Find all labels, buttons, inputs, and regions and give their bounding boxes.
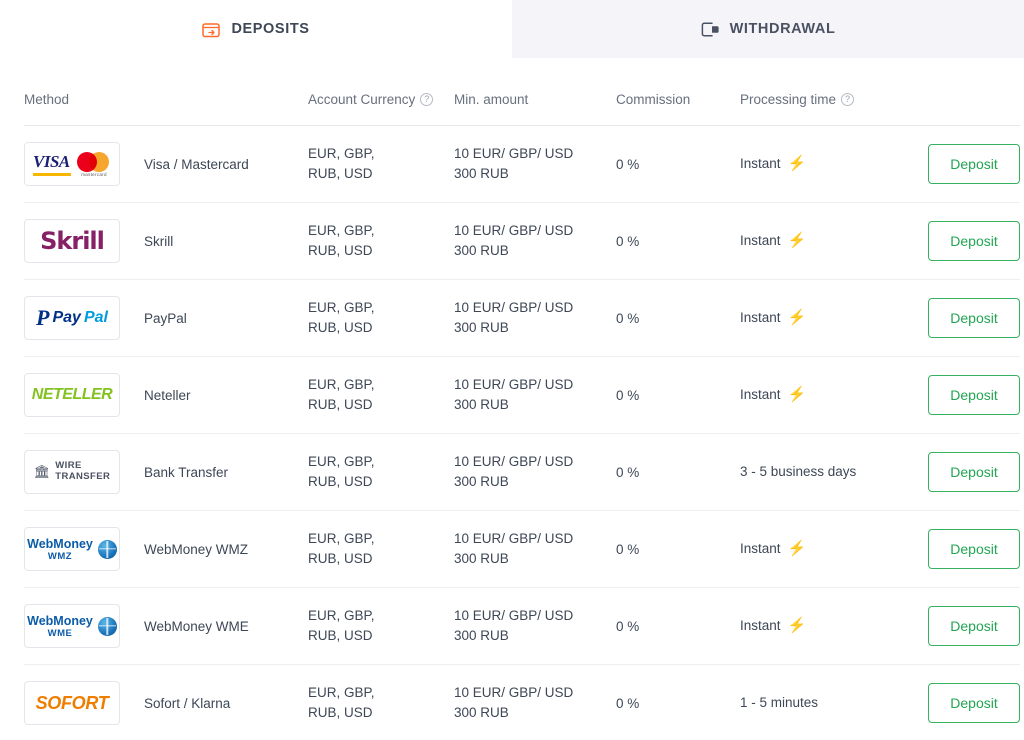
method-currency [308, 280, 454, 357]
deposit-button[interactable]: Deposit [928, 298, 1020, 338]
method-commission: 0 % [616, 126, 740, 203]
tab-deposits[interactable] [0, 0, 512, 58]
methods-table-head [24, 58, 1020, 126]
currency-line-2: RUB, USD [308, 628, 373, 643]
mastercard-icon [77, 151, 111, 173]
min-amount-line-2: 300 RUB [454, 243, 509, 258]
method-action-cell [908, 588, 1020, 665]
sofort-logo-text: SOFORT [35, 692, 109, 713]
method-currency [308, 511, 454, 588]
method-min-amount [454, 434, 616, 511]
method-processing-time [740, 357, 908, 434]
processing-time-text: Instant [740, 386, 781, 402]
processing-time-help-icon[interactable]: ? [841, 93, 854, 106]
bolt-icon: ⚡ [787, 309, 807, 327]
method-action-cell [908, 511, 1020, 588]
min-amount-line-2: 300 RUB [454, 166, 509, 181]
processing-time-text: 1 - 5 minutes [740, 694, 819, 710]
header-processing-time-label: Processing time [740, 92, 837, 107]
visa-underline [33, 173, 71, 176]
withdrawal-icon [701, 21, 720, 38]
webmoney-wmz-text: WMZ [47, 551, 73, 563]
deposit-button[interactable]: Deposit [928, 529, 1020, 569]
table-row [24, 665, 1020, 740]
neteller-logo [24, 373, 120, 417]
globe-icon [98, 540, 117, 559]
method-currency [308, 665, 454, 740]
deposit-button[interactable]: Deposit [928, 221, 1020, 261]
method-min-amount [454, 126, 616, 203]
min-amount-line-1: 10 EUR/ GBP/ USD [454, 300, 574, 316]
method-currency [308, 588, 454, 665]
wire-line-1: WIRE [55, 460, 82, 472]
method-currency [308, 126, 454, 203]
header-method-label: Method [24, 92, 70, 107]
min-amount-line-1: 10 EUR/ GBP/ USD [454, 377, 574, 393]
skrill-logo [24, 219, 120, 263]
deposit-button[interactable]: Deposit [928, 452, 1020, 492]
bolt-icon: ⚡ [787, 386, 807, 404]
tab-withdrawal-label: WITHDRAWAL [729, 20, 836, 37]
method-min-amount [454, 357, 616, 434]
bolt-icon: ⚡ [787, 540, 807, 558]
deposit-button[interactable]: Deposit [928, 606, 1020, 646]
method-name: Neteller [144, 357, 308, 434]
webmoney-wmz-logo [24, 527, 120, 571]
method-processing-time [740, 665, 908, 740]
methods-table-wrapper [0, 58, 1024, 740]
header-commission [616, 58, 740, 126]
table-row [24, 357, 1020, 434]
header-min-amount [454, 58, 616, 126]
method-min-amount [454, 280, 616, 357]
sofort-logo [24, 681, 120, 725]
webmoney-logo-text: WebMoney [27, 536, 93, 551]
method-processing-time [740, 203, 908, 280]
method-commission: 0 % [616, 280, 740, 357]
currency-line-1: EUR, GBP, [308, 377, 375, 393]
deposit-button[interactable]: Deposit [928, 375, 1020, 415]
method-commission: 0 % [616, 588, 740, 665]
method-currency [308, 357, 454, 434]
method-logo-cell [24, 511, 144, 588]
header-currency-label: Account Currency [308, 92, 416, 107]
method-name: Bank Transfer [144, 434, 308, 511]
method-action-cell [908, 280, 1020, 357]
currency-help-icon[interactable]: ? [420, 93, 433, 106]
min-amount-line-1: 10 EUR/ GBP/ USD [454, 531, 574, 547]
skrill-logo-text: Skrill [40, 227, 104, 255]
currency-line-1: EUR, GBP, [308, 531, 375, 547]
neteller-logo-text: NETELLER [31, 386, 113, 403]
min-amount-line-2: 300 RUB [454, 551, 509, 566]
method-currency [308, 434, 454, 511]
currency-line-2: RUB, USD [308, 166, 373, 181]
method-action-cell [908, 203, 1020, 280]
deposit-wallet-icon [202, 21, 221, 38]
paypal-p-icon: P [36, 305, 50, 330]
bolt-icon: ⚡ [787, 232, 807, 250]
paypal-pay-text: Pay [52, 309, 81, 326]
method-min-amount [454, 511, 616, 588]
method-processing-time [740, 511, 908, 588]
method-name: WebMoney WME [144, 588, 308, 665]
webmoney-wme-logo [24, 604, 120, 648]
currency-line-1: EUR, GBP, [308, 300, 375, 316]
currency-line-1: EUR, GBP, [308, 608, 375, 624]
currency-line-1: EUR, GBP, [308, 454, 375, 470]
method-name: Visa / Mastercard [144, 126, 308, 203]
processing-time-text: Instant [740, 617, 781, 633]
currency-line-1: EUR, GBP, [308, 685, 375, 701]
header-min-amount-label: Min. amount [454, 92, 529, 107]
method-processing-time [740, 280, 908, 357]
method-logo-cell [24, 203, 144, 280]
currency-line-2: RUB, USD [308, 474, 373, 489]
deposit-button[interactable]: Deposit [928, 683, 1020, 723]
method-name: WebMoney WMZ [144, 511, 308, 588]
bolt-icon: ⚡ [787, 617, 807, 635]
min-amount-line-2: 300 RUB [454, 397, 509, 412]
method-action-cell [908, 357, 1020, 434]
method-min-amount [454, 203, 616, 280]
method-commission: 0 % [616, 357, 740, 434]
methods-table [24, 58, 1020, 740]
method-name: Sofort / Klarna [144, 665, 308, 740]
min-amount-line-1: 10 EUR/ GBP/ USD [454, 685, 574, 701]
tab-deposits-label: DEPOSITS [231, 20, 310, 37]
header-processing-time [740, 58, 1020, 126]
min-amount-line-2: 300 RUB [454, 474, 509, 489]
mastercard-logo-text: mastercard [81, 172, 107, 177]
method-commission: 0 % [616, 511, 740, 588]
method-logo-cell [24, 665, 144, 740]
bolt-icon: ⚡ [787, 155, 807, 173]
min-amount-line-2: 300 RUB [454, 628, 509, 643]
table-row [24, 203, 1020, 280]
table-row [24, 511, 1020, 588]
processing-time-text: Instant [740, 232, 781, 248]
currency-line-1: EUR, GBP, [308, 223, 375, 239]
wire-transfer-logo [24, 450, 120, 494]
paypal-logo [24, 296, 120, 340]
method-action-cell [908, 434, 1020, 511]
min-amount-line-2: 300 RUB [454, 320, 509, 335]
wire-line-2: TRANSFER [55, 471, 111, 482]
method-commission: 0 % [616, 203, 740, 280]
paypal-pal-text: Pal [83, 309, 108, 326]
currency-line-2: RUB, USD [308, 551, 373, 566]
min-amount-line-1: 10 EUR/ GBP/ USD [454, 223, 574, 239]
header-commission-label: Commission [616, 92, 691, 107]
globe-icon [98, 617, 117, 636]
visa-mastercard-logo [24, 142, 120, 186]
currency-line-2: RUB, USD [308, 705, 373, 720]
header-currency [308, 58, 454, 126]
method-processing-time [740, 126, 908, 203]
method-processing-time [740, 434, 908, 511]
currency-line-2: RUB, USD [308, 320, 373, 335]
method-action-cell [908, 665, 1020, 740]
method-name: PayPal [144, 280, 308, 357]
table-row [24, 280, 1020, 357]
currency-line-2: RUB, USD [308, 397, 373, 412]
min-amount-line-1: 10 EUR/ GBP/ USD [454, 454, 574, 470]
method-currency [308, 203, 454, 280]
min-amount-line-1: 10 EUR/ GBP/ USD [454, 608, 574, 624]
table-row [24, 434, 1020, 511]
min-amount-line-2: 300 RUB [454, 705, 509, 720]
processing-time-text: 3 - 5 business days [740, 463, 857, 479]
webmoney-wme-text: WME [47, 628, 73, 640]
method-logo-cell [24, 126, 144, 203]
currency-line-1: EUR, GBP, [308, 146, 375, 162]
currency-line-2: RUB, USD [308, 243, 373, 258]
processing-time-text: Instant [740, 309, 781, 325]
bank-icon: 🏛 [33, 464, 51, 479]
method-min-amount [454, 588, 616, 665]
method-commission: 0 % [616, 665, 740, 740]
header-method [24, 58, 308, 126]
webmoney-logo-text: WebMoney [27, 613, 93, 628]
processing-time-text: Instant [740, 155, 781, 171]
method-logo-cell [24, 588, 144, 665]
table-header-row [24, 58, 1020, 126]
method-logo-cell [24, 434, 144, 511]
method-min-amount [454, 665, 616, 740]
table-row [24, 126, 1020, 203]
payment-tabs [0, 0, 1024, 58]
tab-withdrawal[interactable] [512, 0, 1024, 58]
table-row [24, 588, 1020, 665]
visa-logo-text: VISA [33, 152, 70, 171]
min-amount-line-1: 10 EUR/ GBP/ USD [454, 146, 574, 162]
method-logo-cell [24, 280, 144, 357]
deposit-button[interactable]: Deposit [928, 144, 1020, 184]
methods-table-body [24, 126, 1020, 740]
method-action-cell [908, 126, 1020, 203]
processing-time-text: Instant [740, 540, 781, 556]
method-processing-time [740, 588, 908, 665]
method-name: Skrill [144, 203, 308, 280]
method-logo-cell [24, 357, 144, 434]
method-commission: 0 % [616, 434, 740, 511]
